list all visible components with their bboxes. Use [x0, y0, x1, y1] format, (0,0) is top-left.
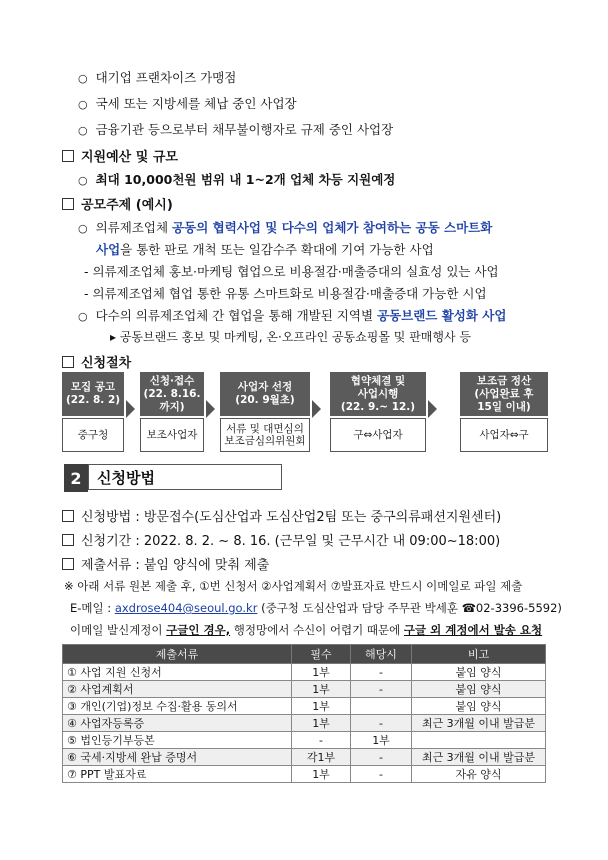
- flow-arrow-icon: [312, 400, 321, 418]
- table-cell: -: [351, 664, 412, 681]
- table-cell: -: [351, 681, 412, 698]
- table-cell: 1부: [351, 732, 412, 749]
- theme-sub-1: - 의류제조업체 홍보·마케팅 협업으로 비용절감·매출증대의 실효성 있는 사업: [84, 264, 499, 279]
- procedure-step-owner: 구⇔사업자: [330, 418, 426, 452]
- note-email-submit: ※ 아래 서류 원본 제출 후, ①번 신청서 ②사업계획서 ⑦발표자료 반드시 이메일로 파일 제출: [64, 579, 523, 593]
- table-row: [63, 732, 546, 749]
- table-cell: 1부: [292, 766, 351, 783]
- table-cell: -: [351, 749, 412, 766]
- email-line: E-메일 : axdrose404@seoul.go.kr (중구청 도심산업과 담당 주무관 박세훈 ☎02-3396-5592): [70, 601, 562, 615]
- col-header: 제출서류: [63, 645, 292, 664]
- procedure-heading: 신청절차: [62, 352, 131, 371]
- table-cell: -: [292, 732, 351, 749]
- table-cell: 1부: [292, 715, 351, 732]
- table-cell: 붙임 양식: [412, 681, 546, 698]
- table-cell: ③ 개인(기업)정보 수집·활용 동의서: [63, 698, 292, 715]
- theme-item-2: ○ 다수의 의류제조업체 간 협업을 통해 개발된 지역별 공동브랜드 활성화 사업: [78, 308, 507, 323]
- procedure-step-owner: 보조사업자: [140, 418, 204, 452]
- exclusion-item: ○ 금융기관 등으로부터 채무불이행자로 규제 중인 사업장: [78, 122, 394, 137]
- table-header-row: [63, 645, 546, 664]
- theme-item-2-sub: ▸ 공동브랜드 홍보 및 마케팅, 온·오프라인 공동쇼핑몰 및 판매행사 등: [110, 330, 471, 344]
- procedure-step-title: 보조금 정산 (사업완료 후 15일 이내): [460, 372, 548, 416]
- method-line: 신청방법 : 방문접수(도심산업과 도심산업2팀 또는 중구의류패션지원센터): [62, 506, 501, 525]
- col-header: 비고: [412, 645, 546, 664]
- table-cell: [351, 698, 412, 715]
- documents-table: [62, 644, 546, 783]
- flow-arrow-icon: [206, 400, 215, 418]
- table-cell: ① 사업 지원 신청서: [63, 664, 292, 681]
- table-cell: 붙임 양식: [412, 664, 546, 681]
- docs-line: 제출서류 : 붙임 양식에 맞춰 제출: [62, 554, 269, 573]
- exclusion-item: ○ 대기업 프랜차이즈 가맹점: [78, 70, 237, 85]
- theme-sub-2: - 의류제조업체 협업 통한 유통 스마트화로 비용절감·매출증대 가능한 시업: [84, 286, 487, 301]
- exclusion-item: ○ 국세 또는 지방세를 체납 중인 사업장: [78, 96, 297, 111]
- table-row: [63, 681, 546, 698]
- procedure-step-title: 신청·접수 (22. 8.16.까지): [140, 372, 204, 416]
- section-title: 신청방법: [88, 464, 282, 490]
- period-line: 신청기간 : 2022. 8. 2. ~ 8. 16. (근무일 및 근무시간 내 09:00~18:00): [62, 530, 500, 549]
- table-cell: ④ 사업자등록증: [63, 715, 292, 732]
- budget-item: ○ 최대 10,000천원 범위 내 1~2개 업체 차등 지원예정: [78, 172, 396, 187]
- col-header: 해당시: [351, 645, 412, 664]
- table-cell: 1부: [292, 664, 351, 681]
- table-cell: 각1부: [292, 749, 351, 766]
- budget-heading: 지원예산 및 규모: [62, 146, 178, 165]
- table-cell: 붙임 양식: [412, 698, 546, 715]
- procedure-step-title: 협약체결 및 사업시행 (22. 9.~ 12.): [330, 372, 426, 416]
- table-cell: 최근 3개월 이내 발급분: [412, 715, 546, 732]
- procedure-step-owner: 중구청: [62, 418, 124, 452]
- table-cell: ② 사업계획서: [63, 681, 292, 698]
- table-cell: -: [351, 715, 412, 732]
- table-row: [63, 766, 546, 783]
- table-cell: 1부: [292, 681, 351, 698]
- table-cell: ⑤ 법인등기부등본: [63, 732, 292, 749]
- table-row: [63, 715, 546, 732]
- table-cell: ⑦ PPT 발표자료: [63, 766, 292, 783]
- col-header: 필수: [292, 645, 351, 664]
- theme-heading: 공모주제 (예시): [62, 194, 173, 213]
- flow-arrow-icon: [126, 400, 135, 418]
- theme-item-1: ○ 의류제조업체 공동의 협력사업 및 다수의 업체가 참여하는 공동 스마트화: [78, 220, 493, 235]
- table-cell: -: [351, 766, 412, 783]
- email-link[interactable]: axdrose404@seoul.go.kr: [114, 601, 258, 615]
- table-cell: 1부: [292, 698, 351, 715]
- table-row: [63, 698, 546, 715]
- procedure-step-owner: 사업자⇔구: [460, 418, 548, 452]
- procedure-step-owner: 서류 및 대면심의 보조금심의위원회: [220, 418, 310, 452]
- table-row: [63, 749, 546, 766]
- procedure-step-title: 사업자 선정 (20. 9월초): [220, 372, 310, 416]
- table-cell: [412, 732, 546, 749]
- note-gmail: 이메일 발신계정이 구글인 경우, 행정망에서 수신이 어렵기 때문에 구글 외 계정에서 발송 요청: [70, 623, 543, 637]
- theme-item-1-cont: 사업을 통한 판로 개척 또는 일감수주 확대에 기여 가능한 사업: [96, 242, 434, 257]
- table-cell: ⑥ 국세·지방세 완납 증명서: [63, 749, 292, 766]
- table-cell: 자유 양식: [412, 766, 546, 783]
- table-row: [63, 664, 546, 681]
- procedure-step-title: 모집 공고 (22. 8. 2): [62, 372, 124, 416]
- table-cell: 최근 3개월 이내 발급분: [412, 749, 546, 766]
- flow-arrow-icon: [428, 400, 437, 418]
- section-number: 2: [64, 464, 88, 492]
